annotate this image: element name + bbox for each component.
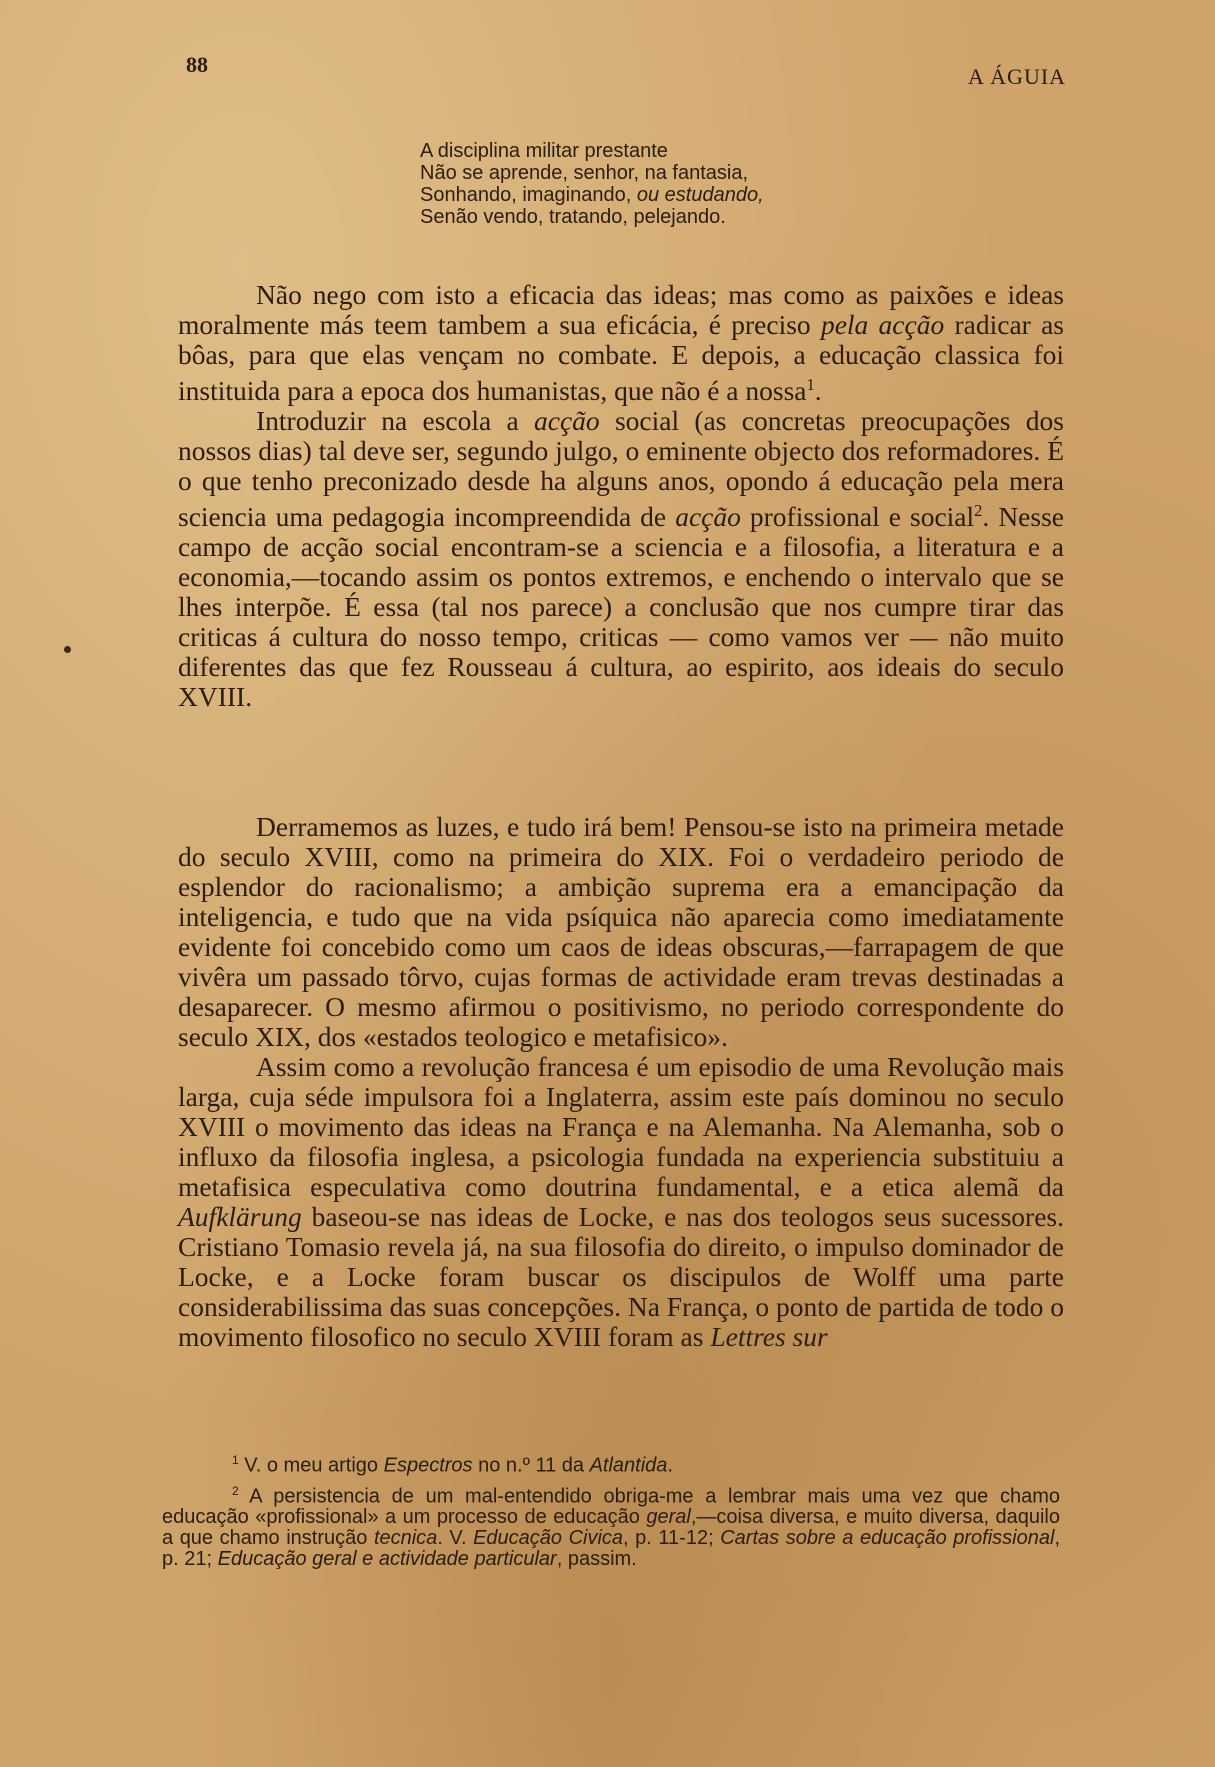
paragraph: Assim como a revolução francesa é um episodio de uma Revolução mais larga, cuja séde impulsora foi a Inglaterra, assim este país dominou no seculo XVIII o movimento das ideas na França e na Alemanha. Na Alemanha, sob o influxo da filosofia inglesa, a psicologia fundada na experiencia substituiu a metafisica especulativa como doutrina fundamental, e a etica alemã da Aufklärung baseou-se nas ideas de Locke, e nas dos teologos seus sucessores. Cristiano Tomasio revela já, na sua filosofia do direito, o impulso dominador de Locke, e a Locke foram buscar os discipulos de Wolff uma parte considerabilissima das suas concepções. Na França, o ponto de partida de todo o movimento filosofico no seculo XVIII foram as Lettres sur bbox=[178, 1051, 1064, 1352]
paragraph: Introduzir na escola a acção social (as concretas preocupações dos nossos dias) tal deve ser, segundo julgo, o eminente objecto dos reformadores. É o que tenho preconizado desde ha alguns anos, opondo á educação pela mera sciencia uma pedagogia incompreendida de acção profissional e social$^2$. Nesse campo de acção social encontram-se a sciencia e a filosofia, a literatura e a economia,—tocando assim os pontos extremos, e enchendo o intervalo que se lhes interpõe. É essa (tal nos parece) a conclusão que nos cumpre tirar das criticas á cultura do nosso tempo, criticas — como vamos ver — não muito diferentes das que fez Rousseau á cultura, ao espirito, aos ideais do seculo XVIII. bbox=[178, 405, 1064, 713]
paragraph: Derramemos as luzes, e tudo irá bem! Pensou-se isto na primeira metade do seculo XVIII, como na primeira do XIX. Foi o verdadeiro periodo de esplendor do racionalismo; a ambição suprema era a emancipação da inteligencia, e tudo que na vida psíquica não aparecia como imediatamente evidente foi concebido como um caos de ideas obscuras,—farrapagem de que vivêra um passado tôrvo, cujas formas de actividade eram trevas destinadas a desaparecer. O mesmo afirmou o positivismo, no periodo correspondente do seculo XIX, dos «estados teologico e metafisico». bbox=[178, 811, 1064, 1052]
text-block-1 bbox=[178, 280, 1064, 712]
running-head: A ÁGUIA bbox=[968, 64, 1067, 89]
footnote: $^1$ V. o meu artigo Espectros no n.º 11 da Atlantida. bbox=[232, 1453, 673, 1477]
epigraph bbox=[420, 140, 764, 228]
page-number: 88 bbox=[186, 52, 208, 77]
epigraph-line: Sonhando, imaginando, ou estudando, bbox=[420, 184, 764, 206]
epigraph-line: Senão vendo, tratando, pelejando. bbox=[420, 206, 726, 228]
footnote: $^2$ A persistencia de um mal-entendido obriga-me a lembrar mais uma vez que chamo educação «profissional» a um processo de educação geral,—coisa diversa, e muito diversa, daquilo a que chamo instrução tecnica. V. Educação Civica, p. 11-12; Cartas sobre a educação profissional, p. 21; Educação geral e actividade particular, passim. bbox=[162, 1483, 1061, 1571]
ink-speck bbox=[64, 646, 71, 653]
footnote-ref: 1 bbox=[806, 375, 815, 394]
text-block-2 bbox=[178, 812, 1064, 1352]
epigraph-line: Não se aprende, senhor, na fantasia, bbox=[420, 162, 749, 184]
paragraph: Não nego com isto a eficacia das ideas; mas como as paixões e ideas moralmente más teem tambem a sua eficácia, é preciso pela acção radicar as bôas, para que elas vençam no combate. E depois, a educação classica foi instituida para a epoca dos humanistas, que não é a nossa$^1$. bbox=[178, 279, 1064, 407]
footnote-ref: 2 bbox=[974, 501, 983, 521]
epigraph-line: A disciplina militar prestante bbox=[420, 140, 668, 162]
footnotes bbox=[162, 1450, 1060, 1570]
